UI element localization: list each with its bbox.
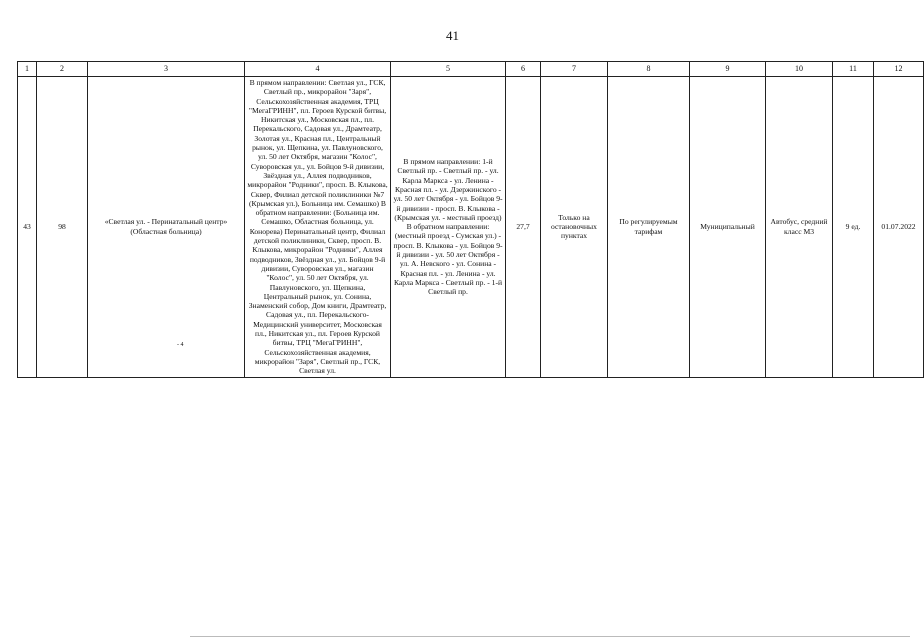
cell-carrier-type: Муниципальный bbox=[690, 77, 766, 378]
cell-route-name: «Светлая ул. - Перинатальный центр» (Областная больница) bbox=[88, 77, 245, 378]
column-header: 2 bbox=[37, 62, 88, 77]
cell-vehicle-class: Автобус, средний класс М3 bbox=[766, 77, 833, 378]
page-number: 41 bbox=[446, 28, 459, 43]
column-header: 8 bbox=[608, 62, 690, 77]
cell-boarding-procedure: Только на остановочных пунктах bbox=[541, 77, 608, 378]
column-header: 12 bbox=[874, 62, 924, 77]
column-header: 5 bbox=[391, 62, 506, 77]
cell-route-length: 27,7 bbox=[506, 77, 541, 378]
column-header: 7 bbox=[541, 62, 608, 77]
column-header: 1 bbox=[18, 62, 37, 77]
route-table bbox=[17, 61, 924, 378]
column-header: 9 bbox=[690, 62, 766, 77]
cell-start-date: 01.07.2022 bbox=[874, 77, 924, 378]
column-header: 3 bbox=[88, 62, 245, 77]
column-header: 10 bbox=[766, 62, 833, 77]
cell-route-number: 98 bbox=[37, 77, 88, 378]
cell-vehicle-count: 9 ед. bbox=[833, 77, 874, 378]
cell-streets-list: В прямом направлении: 1-й Светлый пр. - Светлый пр. - ул. Карла Маркса - ул. Ленина - Красная пл. - ул. Дзержинского - ул. 50 лет Октября - ул. Бойцов 9-й дивизии - просп. В. Клыкова - (Крымская ул. - местный проезд) В обратном направлении: (местный проезд - Сумская ул.) - просп. В. Клыкова - ул. Бойцов 9-й дивизии - ул. 50 лет Октября - ул. А. Невского - ул. Сонина - Красная пл. - ул. Ленина - ул. Карла Маркса - Светлый пр. - 1-й Светлый пр. bbox=[391, 77, 506, 378]
bottom-rule bbox=[190, 636, 910, 637]
column-header: 11 bbox=[833, 62, 874, 77]
column-header: 6 bbox=[506, 62, 541, 77]
cell-sequence-number: 43 bbox=[18, 77, 37, 378]
table-header-row bbox=[18, 62, 924, 77]
cell-tariff-type: По регулируемым тарифам bbox=[608, 77, 690, 378]
column-header: 4 bbox=[245, 62, 391, 77]
table-row bbox=[18, 77, 924, 378]
stray-mark: - 4 bbox=[177, 342, 184, 348]
cell-stops-list: В прямом направлении: Светлая ул., ГСК, Светлый пр., микрорайон "Заря", Сельскохозяйственная академия, ТРЦ "МегаГРИНН", пл. Героев Курской битвы, Никитская ул., Московская пл., пл. Перекальского, Садовая ул., Драмтеатр, Золотая ул., Красная пл., Центральный рынок, ул. Щепкина, ул. Павлуновского, ул. 50 лет Октября, магазин "Колос", Суворовская ул., ул. Бойцов 9-й дивизии, Звёздная ул., Аллея подводников, микрорайон "Родники", просп. В. Клыкова, Сквер, Филиал детской поликлиники №7 (Крымская ул.), Больница им. Семашко) В обратном направлении: (Больница им. Семашко, Областная больница, ул. Конорева) Перинатальный центр, Филиал детской поликлиники, Сквер, просп. В. Клыкова, микрорайон "Родники", Аллея подводников, Звёздная ул., ул. Бойцов 9-й дивизии, Суворовская ул., магазин "Колос", ул. 50 лет Октября, ул. Павлуновского, ул. Щепкина, Центральный рынок, ул. Сонина, Знаменский собор, Дом книги, Драмтеатр, Садовая ул., пл. Перекальского-Медицинский университет, Московская пл., Никитская ул., пл. Героев Курской битвы, ТРЦ "МегаГРИНН", Сельскохозяйственная академия, микрорайон "Заря", Светлый пр., ГСК, Светлая ул. bbox=[245, 77, 391, 378]
